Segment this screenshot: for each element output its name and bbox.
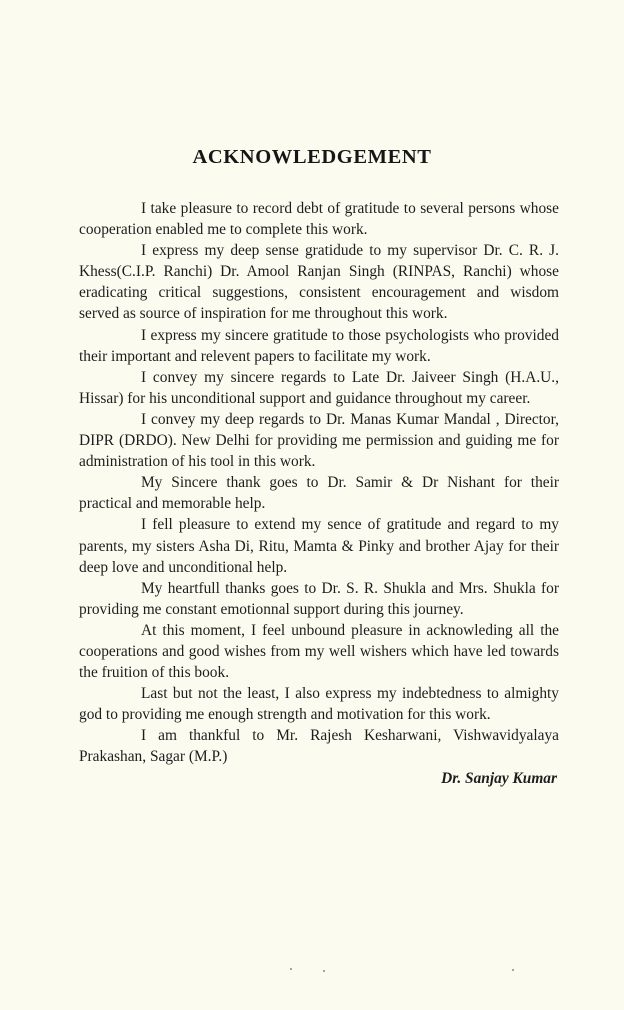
paragraph: I fell pleasure to extend my sence of gratitude and regard to my parents, my sisters Asha Di, Ritu, Mamta & Pinky and brother Ajay for their deep love and unconditional help. bbox=[79, 516, 559, 576]
signature: Dr. Sanjay Kumar bbox=[441, 769, 557, 787]
scan-speck bbox=[323, 970, 325, 972]
page-title: ACKNOWLEDGEMENT bbox=[192, 146, 432, 168]
paragraph: My Sincere thank goes to Dr. Samir & Dr Nishant for their practical and memorable help. bbox=[79, 474, 559, 513]
acknowledgement-body bbox=[79, 198, 559, 789]
scan-speck bbox=[512, 969, 514, 971]
paragraph: I take pleasure to record debt of gratitude to several persons whose cooperation enabled me to complete this work. bbox=[79, 200, 559, 239]
paragraph: I express my deep sense gratidude to my supervisor Dr. C. R. J. Khess(C.I.P. Ranchi) Dr. Amool Ranjan Singh (RINPAS, Ranchi) whose eradicating critical suggestions, consistent encouragement and wisdom served as source of inspiration for me throughout this work. bbox=[79, 242, 559, 323]
scan-speck bbox=[290, 968, 292, 970]
paragraph: I convey my deep regards to Dr. Manas Kumar Mandal , Director, DIPR (DRDO). New Delhi for providing me permission and guiding me for administration of his tool in this work. bbox=[79, 410, 559, 471]
paragraph: My heartfull thanks goes to Dr. S. R. Shukla and Mrs. Shukla for providing me constant emotionnal support during this journey. bbox=[79, 579, 559, 618]
paragraph: I am thankful to Mr. Rajesh Kesharwani, Vishwavidyalaya Prakashan, Sagar (M.P.) bbox=[79, 727, 559, 766]
paragraph: I convey my sincere regards to Late Dr. Jaiveer Singh (H.A.U., Hissar) for his unconditional support and guidance throughout my career. bbox=[79, 368, 559, 407]
paragraph: I express my sincere gratitude to those psychologists who provided their important and relevent papers to facilitate my work. bbox=[79, 326, 559, 365]
paragraph: At this moment, I feel unbound pleasure in acknowleding all the cooperations and good wishes from my well wishers which have led towards the fruition of this book. bbox=[79, 621, 559, 682]
paragraph: Last but not the least, I also express my indebtedness to almighty god to providing me enough strength and motivation for this work. bbox=[79, 685, 559, 724]
